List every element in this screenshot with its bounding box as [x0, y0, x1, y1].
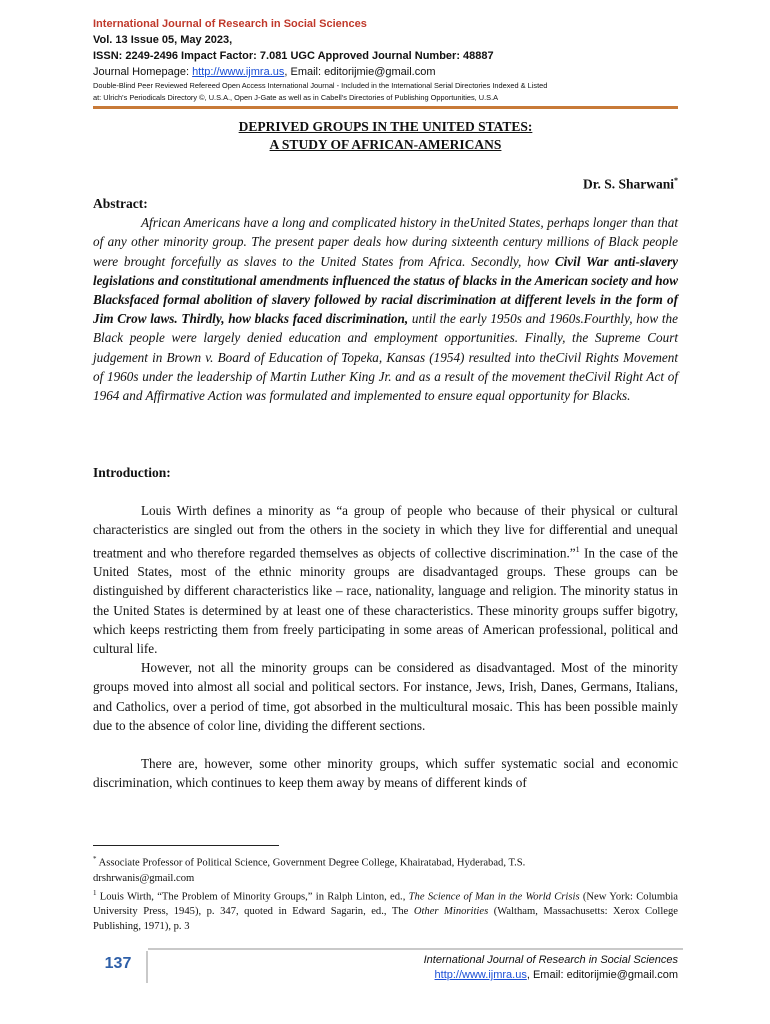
footnotes — [93, 852, 678, 934]
intro-p1-text-a: Louis Wirth defines a minority as “a group of people who because of their physical or cultural characteristics are singled out from the others in the society in which they live for differential and unequal treatment and who therefore regarded themselves as objects of collective discrimination.” — [93, 503, 678, 560]
indexing-line-1: Double-Blind Peer Reviewed Refereed Open Access International Journal - Included in the International Serial Directories Indexed & Listed — [93, 81, 548, 90]
footer-journal-info — [424, 953, 678, 983]
homepage-label: Journal Homepage: — [93, 66, 193, 78]
article-title — [93, 118, 678, 154]
abstract-part-1: African Americans have a long and complicated history in theUnited States, perhaps longer than that of any other minority group. The present paper deals how during sixteenth century millions of Black people were brought forcefully as slaves to the United States from Africa. Secondly, how — [93, 215, 678, 269]
page-number-divider — [146, 951, 148, 983]
title-line-2: A STUDY OF AFRICAN-AMERICANS — [269, 137, 502, 152]
footnote-1-book-title-2: Other Minorities — [413, 906, 489, 918]
footer-email: , Email: editorijmie@gmail.com — [526, 969, 678, 981]
footer-contact-line — [424, 968, 678, 983]
introduction-section — [93, 463, 678, 792]
abstract-heading: Abstract: — [93, 196, 148, 211]
footer-rule — [148, 948, 683, 950]
title-line-1: DEPRIVED GROUPS IN THE UNITED STATES: — [238, 119, 533, 134]
author-footnote-mark: * — [674, 176, 678, 185]
footnote-author-mark: * — [93, 855, 97, 863]
journal-volume: Vol. 13 Issue 05, May 2023, — [93, 34, 233, 46]
footnote-rule — [93, 845, 279, 846]
abstract-emphasis: Civil War anti-slavery legislations and constitutional amendments influenced the status of blacks in the American society and how Blacksfaced formal abolition of slavery followed by racial discrimination at different levels in the form of Jim Crow laws. Thirdly, how blacks faced discrimination, — [93, 253, 678, 327]
author-byline — [583, 176, 678, 193]
introduction-heading: Introduction: — [93, 465, 171, 480]
footnote-1-text-c: (Waltham, Massachusetts: Xerox College Publishing, 1971), p. 3 — [93, 906, 678, 933]
header-email: , Email: editorijmie@gmail.com — [284, 66, 436, 78]
footnote-author — [93, 852, 678, 871]
author-name: Dr. S. Sharwani — [582, 176, 674, 192]
indexing-line-2: at: Ulrich's Periodicals Directory ©, U.S.A., Open J-Gate as well as in Cabell's Directories of Publishing Opportunities, U.S.A — [93, 93, 499, 102]
footnote-author-text: Associate Professor of Political Science, Government Degree College, Khairatabad, Hyderabad, T.S. — [96, 857, 526, 869]
footnote-1-text-a: Louis Wirth, “The Problem of Minority Groups,” in Ralph Linton, ed., — [96, 891, 409, 903]
intro-paragraph-2: However, not all the minority groups can be considered as disadvantaged. Most of the minority groups moved into almost all social and political sectors. For instance, Jews, Irish, Danes, Germans, Italians, and Catholics, over a period of time, got absorbed in the multicultural mosaic. This has been possible mainly due to the absence of color line, dividing the different sections. — [93, 660, 678, 733]
footnote-1-text-b: (New York: Columbia University Press, 1945), p. 347, quoted in Edward Sagarin, ed., The — [93, 891, 679, 918]
footnote-1 — [93, 886, 678, 935]
intro-p1-text-b: In the case of the United States, most of the ethnic minority groups are disadvantaged groups. These groups can be distinguished by different characteristics like – race, nationality, language and religion. The minority status in the United States is determined by at least one of these characteristics. These minority groups suffer bigotry, which keeps restricting them from freely participating in some areas of American professional, political and cultural life. — [93, 545, 678, 657]
footnote-author-email: drshrwanis@gmail.com — [93, 872, 195, 884]
footnote-ref-1[interactable]: 1 — [575, 544, 580, 554]
homepage-link[interactable]: http://www.ijmra.us — [192, 66, 285, 78]
abstract-section — [93, 194, 678, 405]
journal-issn: ISSN: 2249-2496 Impact Factor: 7.081 UGC Approved Journal Number: 48887 — [93, 50, 494, 62]
footer-url-link[interactable]: http://www.ijmra.us — [434, 969, 527, 981]
abstract-part-2: until the early 1950s and 1960s.Fourthly, how the Black people were largely denied education and employment opportunities. Finally, the Supreme Court judgement in Brown v. Board of Education of Topeka, Kansas (1954) resulted into theCivil Rights Movement of 1960s under the leadership of Martin Luther King Jr. and as a result of the movement theCivil Right Act of 1964 and Affirmative Action was formulated and implemented to ensure equal opportunity for Blacks. — [93, 311, 678, 404]
footnote-1-mark: 1 — [93, 888, 97, 897]
journal-homepage-line — [93, 64, 693, 80]
intro-paragraph-3: There are, however, some other minority groups, which suffer systematic social and economic discrimination, which continues to keep them away by means of different kinds of — [93, 756, 678, 791]
journal-header — [93, 16, 693, 104]
header-rule — [93, 106, 678, 109]
footer-journal-name: International Journal of Research in Social Sciences — [423, 954, 678, 966]
journal-name: International Journal of Research in Social Sciences — [93, 18, 367, 30]
abstract-text — [93, 213, 678, 405]
page-number: 137 — [104, 955, 132, 972]
intro-paragraph-1 — [93, 501, 678, 658]
footnote-1-book-title: The Science of Man in the World Crisis — [408, 891, 580, 903]
